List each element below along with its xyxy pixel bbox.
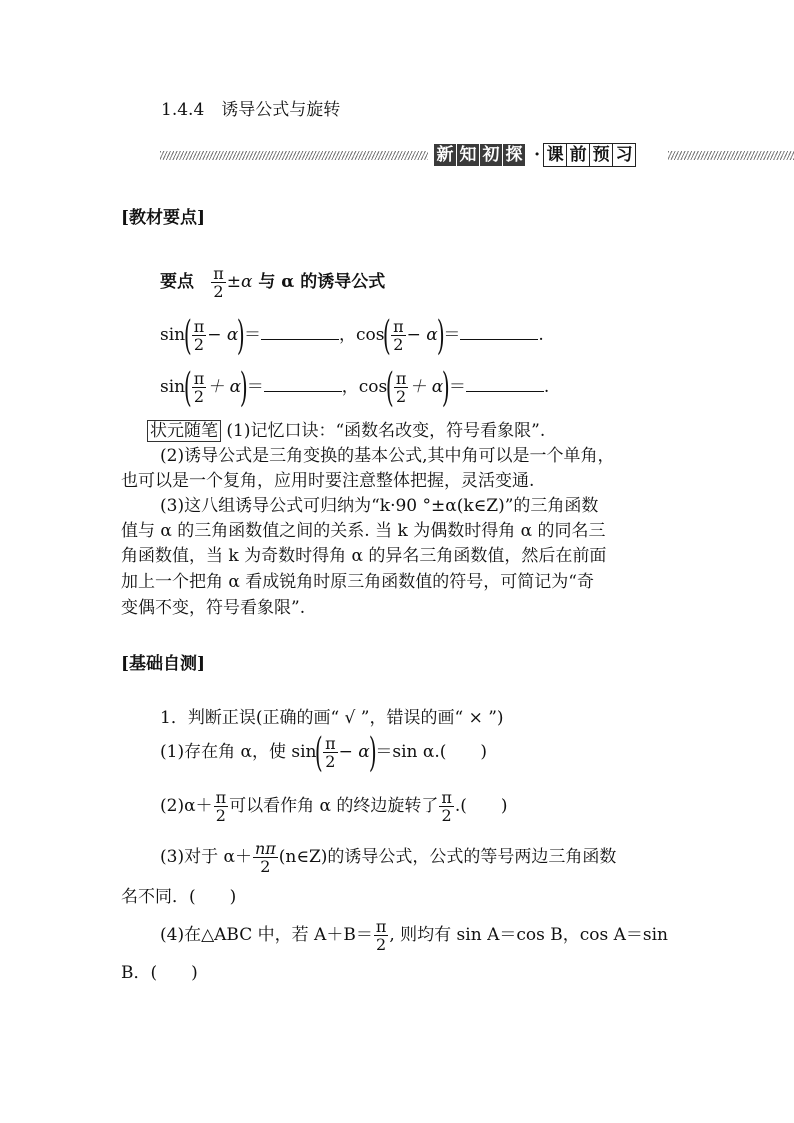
item-text: (3)对于 α＋ bbox=[160, 847, 252, 867]
expr-inner: − α bbox=[406, 325, 438, 345]
item-text: (4)在△ABC 中，若 A＋B＝ bbox=[160, 925, 373, 945]
paren-open: ( bbox=[383, 312, 392, 359]
fraction bbox=[192, 318, 207, 353]
paren-open: ( bbox=[184, 312, 192, 359]
fraction bbox=[253, 840, 278, 875]
fn-cos: ，cos bbox=[341, 377, 388, 397]
frac-num: π bbox=[393, 317, 404, 336]
paren-open: ( bbox=[315, 729, 324, 776]
paren-open: ( bbox=[184, 364, 192, 411]
header-rule-left bbox=[160, 151, 428, 160]
fraction bbox=[214, 789, 229, 824]
fraction bbox=[374, 918, 389, 953]
fraction bbox=[323, 735, 338, 770]
question-1-item-4-cont: B．( ) bbox=[121, 963, 198, 983]
period: . bbox=[543, 377, 550, 397]
badge-char: 预 bbox=[589, 143, 613, 167]
keypoint-label: 要点 bbox=[160, 272, 194, 292]
fraction bbox=[192, 370, 207, 405]
item-text: .( ) bbox=[454, 796, 508, 816]
paren-open: ( bbox=[386, 364, 394, 411]
expr-inner: ＋ α bbox=[207, 377, 242, 397]
item-text: ＝sin α.( ) bbox=[375, 742, 488, 762]
fn-sin: sin bbox=[160, 325, 186, 345]
paren-close: ) bbox=[442, 364, 450, 411]
note-line: 也可以是一个复角，应用时要注意整体把握，灵活变通. bbox=[121, 471, 535, 491]
note-line: 加上一个把角 α 看成锐角时原三角函数值的符号，可简记为“奇 bbox=[121, 572, 594, 592]
question-1-item-1 bbox=[160, 730, 487, 774]
equals: ＝ bbox=[448, 377, 466, 397]
frac-num: π bbox=[375, 917, 387, 936]
frac-num: π bbox=[441, 788, 452, 807]
frac-num: π bbox=[193, 369, 205, 388]
equals: ＝ bbox=[443, 325, 461, 345]
paren-close: ) bbox=[368, 729, 377, 776]
expr-inner: − α bbox=[338, 742, 370, 762]
note-line: (2)诱导公式是三角变换的基本公式,其中角可以是一个单角， bbox=[160, 446, 615, 466]
question-1: 1．判断正误(正确的画“ √ ”，错误的画“ × ”) bbox=[160, 708, 504, 728]
formula-line-1 bbox=[160, 313, 544, 357]
frac-num: π bbox=[213, 264, 224, 283]
item-text: (2)α＋ bbox=[160, 796, 213, 816]
question-1-item-3 bbox=[160, 837, 616, 877]
badge-boxed-group bbox=[543, 145, 635, 164]
badge-char: 新 bbox=[434, 144, 456, 166]
badge-char: 前 bbox=[566, 143, 590, 167]
badge-char: 课 bbox=[543, 143, 567, 167]
section-heading-selftest: [基础自测] bbox=[121, 654, 206, 674]
header-rule-right bbox=[668, 151, 794, 160]
note-line: 变偶不变，符号看象限”. bbox=[121, 598, 306, 618]
badge-char: 知 bbox=[457, 144, 479, 166]
answer-blank[interactable] bbox=[460, 323, 538, 340]
frac-num: π bbox=[193, 317, 205, 336]
badge-char: 习 bbox=[612, 143, 636, 167]
frac-den: 2 bbox=[396, 387, 407, 406]
section-badge bbox=[434, 143, 635, 167]
keypoint-pm: ±α bbox=[226, 272, 253, 292]
badge-char: 探 bbox=[503, 144, 525, 166]
expr-inner: − α bbox=[207, 325, 239, 345]
frac-num: π bbox=[325, 734, 336, 753]
note-text: (1)记忆口诀：“函数名改变，符号看象限”. bbox=[221, 421, 546, 441]
note-line: 值与 α 的三角函数值之间的关系. 当 k 为偶数时得角 α 的同名三 bbox=[121, 521, 606, 541]
frac-den: 2 bbox=[193, 335, 205, 354]
keypoint-rest: 与 α 的诱导公式 bbox=[252, 272, 386, 292]
paren-close: ) bbox=[237, 312, 246, 359]
frac-num: nπ bbox=[254, 839, 276, 858]
badge-dot: · bbox=[534, 145, 541, 165]
note-stamp: 状元随笔 bbox=[147, 420, 221, 442]
keypoint-line bbox=[160, 262, 385, 302]
frac-den: 2 bbox=[325, 752, 336, 771]
fraction bbox=[394, 370, 409, 405]
frac-den: 2 bbox=[215, 806, 226, 825]
frac-den: 2 bbox=[393, 335, 404, 354]
question-1-item-2 bbox=[160, 786, 508, 826]
frac-den: 2 bbox=[213, 282, 224, 301]
answer-blank[interactable] bbox=[261, 323, 339, 340]
badge-char: 初 bbox=[480, 144, 502, 166]
question-1-item-3-cont: 名不同．( ) bbox=[121, 887, 237, 907]
item-text: (n∈Z)的诱导公式，公式的等号两边三角函数 bbox=[278, 847, 617, 867]
note-line: (3)这八组诱导公式可归纳为“k·90 °±α(k∈Z)”的三角函数 bbox=[160, 496, 599, 516]
question-1-item-4 bbox=[160, 915, 668, 955]
fn-sin: sin bbox=[160, 377, 186, 397]
answer-blank[interactable] bbox=[466, 375, 544, 392]
formula-line-2 bbox=[160, 365, 549, 409]
section-heading-textbook: [教材要点] bbox=[121, 208, 206, 228]
frac-num: π bbox=[215, 788, 227, 807]
note-line-1 bbox=[147, 419, 545, 443]
fraction bbox=[391, 318, 406, 353]
answer-blank[interactable] bbox=[264, 375, 342, 392]
paren-close: ) bbox=[240, 364, 248, 411]
fraction bbox=[211, 265, 226, 300]
badge-dark-group bbox=[434, 145, 531, 164]
frac-den: 2 bbox=[193, 387, 205, 406]
item-text: , 则均有 sin A＝cos B，cos A＝sin bbox=[389, 925, 668, 945]
fraction bbox=[439, 789, 454, 824]
equals: ＝ bbox=[244, 325, 261, 345]
period: . bbox=[538, 325, 544, 345]
frac-num: π bbox=[395, 369, 407, 388]
page-title: 1.4.4 诱导公式与旋转 bbox=[161, 100, 341, 120]
frac-den: 2 bbox=[260, 857, 271, 876]
paren-close: ) bbox=[436, 312, 445, 359]
note-line: 角函数值，当 k 为奇数时得角 α 的异名三角函数值，然后在前面 bbox=[121, 546, 607, 566]
expr-inner: ＋ α bbox=[409, 377, 444, 397]
item-text: (1)存在角 α，使 sin bbox=[160, 742, 317, 762]
fn-cos: ，cos bbox=[339, 325, 385, 345]
item-text: 可以看作角 α 的终边旋转了 bbox=[229, 796, 439, 816]
frac-den: 2 bbox=[375, 935, 387, 954]
frac-den: 2 bbox=[441, 806, 452, 825]
equals: ＝ bbox=[246, 377, 264, 397]
